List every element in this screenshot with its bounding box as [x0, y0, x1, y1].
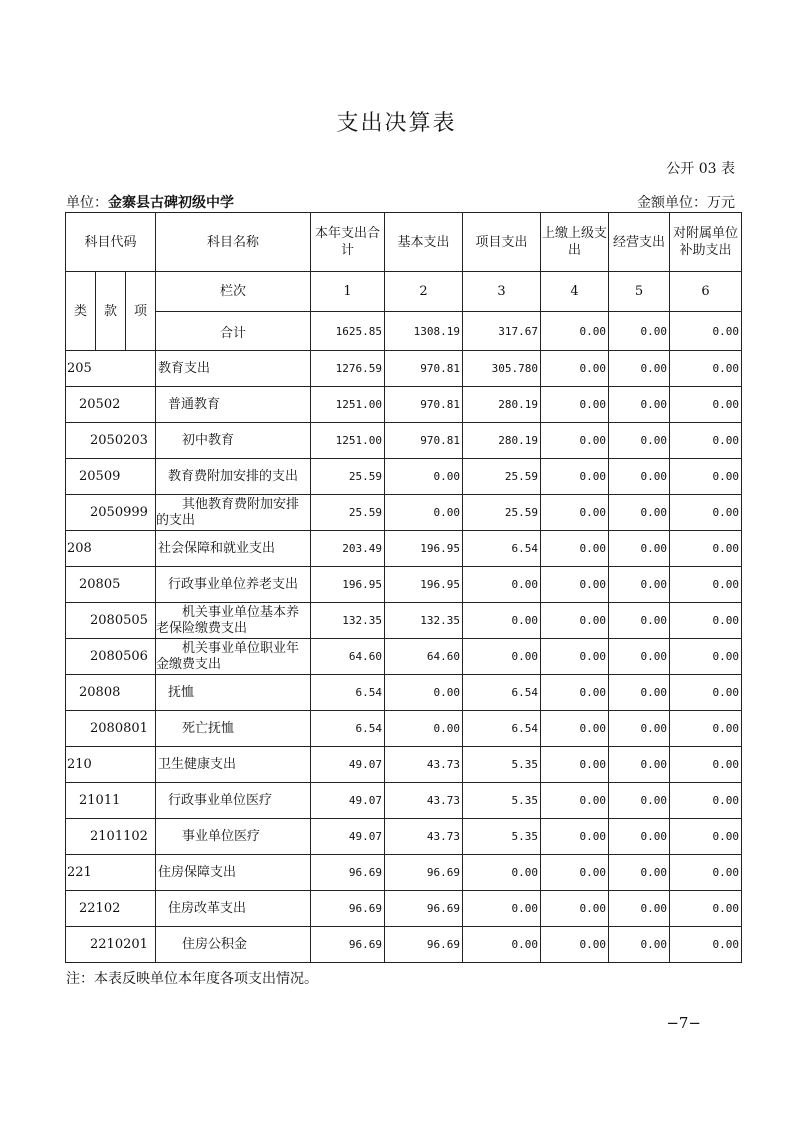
row-value-6: 0.00: [670, 639, 742, 675]
row-value-4: 0.00: [541, 711, 609, 747]
row-value-4: 0.00: [541, 855, 609, 891]
row-value-2: 96.69: [385, 855, 463, 891]
row-value-5: 0.00: [609, 711, 670, 747]
row-value-5: 0.00: [609, 423, 670, 459]
row-value-4: 0.00: [541, 783, 609, 819]
row-name: 机关事业单位基本养老保险缴费支出: [156, 603, 311, 639]
row-value-4: 0.00: [541, 423, 609, 459]
row-value-6: 0.00: [670, 711, 742, 747]
row-value-4: 0.00: [541, 891, 609, 927]
row-value-6: 0.00: [670, 423, 742, 459]
total-value-1: 1625.85: [311, 312, 385, 351]
header-name: 科目名称: [156, 213, 311, 272]
row-value-1: 25.59: [311, 459, 385, 495]
row-code: 208: [66, 531, 156, 567]
row-value-5: 0.00: [609, 531, 670, 567]
header-xiang: 项: [126, 272, 156, 351]
row-value-3: 6.54: [463, 675, 541, 711]
row-value-6: 0.00: [670, 783, 742, 819]
row-value-1: 1251.00: [311, 387, 385, 423]
table-row: [66, 531, 742, 567]
header-col-6: 对附属单位补助支出: [670, 213, 742, 272]
header-lei: 类: [66, 272, 96, 351]
row-name: 普通教育: [156, 387, 311, 423]
col-number-2: 2: [385, 272, 463, 312]
col-number-4: 4: [541, 272, 609, 312]
row-value-1: 1251.00: [311, 423, 385, 459]
table-row: [66, 639, 742, 675]
row-value-2: 0.00: [385, 459, 463, 495]
table-row: [66, 495, 742, 531]
row-code: 2210201: [66, 927, 156, 963]
unit-label: 单位：: [66, 195, 108, 211]
row-value-6: 0.00: [670, 855, 742, 891]
row-name: 行政事业单位医疗: [156, 783, 311, 819]
unit-name: 金寨县古碑初级中学: [108, 195, 234, 211]
row-value-5: 0.00: [609, 459, 670, 495]
row-value-3: 6.54: [463, 531, 541, 567]
row-value-3: 305.780: [463, 351, 541, 387]
row-value-3: 25.59: [463, 495, 541, 531]
table-row: [66, 387, 742, 423]
row-value-4: 0.00: [541, 603, 609, 639]
row-value-2: 43.73: [385, 783, 463, 819]
total-value-6: 0.00: [670, 312, 742, 351]
row-name: 其他教育费附加安排的支出: [156, 495, 311, 531]
row-value-6: 0.00: [670, 603, 742, 639]
row-value-5: 0.00: [609, 927, 670, 963]
row-value-3: 5.35: [463, 783, 541, 819]
page-number: −7−: [666, 1014, 701, 1032]
table-row: [66, 747, 742, 783]
row-value-6: 0.00: [670, 351, 742, 387]
row-value-4: 0.00: [541, 567, 609, 603]
row-value-1: 1276.59: [311, 351, 385, 387]
header-col-1: 本年支出合计: [311, 213, 385, 272]
row-name: 初中教育: [156, 423, 311, 459]
row-name: 卫生健康支出: [156, 747, 311, 783]
row-code: 20808: [66, 675, 156, 711]
table-row: [66, 855, 742, 891]
row-value-4: 0.00: [541, 927, 609, 963]
table-row: [66, 423, 742, 459]
row-value-3: 0.00: [463, 891, 541, 927]
row-code: 20509: [66, 459, 156, 495]
row-value-2: 196.95: [385, 567, 463, 603]
row-value-6: 0.00: [670, 531, 742, 567]
table-row: [66, 459, 742, 495]
row-value-5: 0.00: [609, 783, 670, 819]
table-row: [66, 351, 742, 387]
row-name: 教育费附加安排的支出: [156, 459, 311, 495]
row-value-3: 0.00: [463, 603, 541, 639]
row-value-1: 64.60: [311, 639, 385, 675]
row-value-4: 0.00: [541, 531, 609, 567]
col-number-5: 5: [609, 272, 670, 312]
row-value-2: 43.73: [385, 819, 463, 855]
table-row: [66, 675, 742, 711]
row-value-5: 0.00: [609, 351, 670, 387]
row-value-1: 49.07: [311, 819, 385, 855]
row-code: 2080506: [66, 639, 156, 675]
row-code: 210: [66, 747, 156, 783]
table-row: [66, 891, 742, 927]
row-value-3: 25.59: [463, 459, 541, 495]
row-code: 20502: [66, 387, 156, 423]
col-number-1: 1: [311, 272, 385, 312]
row-value-6: 0.00: [670, 387, 742, 423]
table-body: [66, 351, 742, 963]
row-name: 死亡抚恤: [156, 711, 311, 747]
row-value-3: 0.00: [463, 639, 541, 675]
table-row: [66, 927, 742, 963]
row-value-5: 0.00: [609, 639, 670, 675]
row-value-1: 203.49: [311, 531, 385, 567]
row-value-6: 0.00: [670, 927, 742, 963]
unit-line: [66, 192, 234, 212]
row-value-6: 0.00: [670, 819, 742, 855]
row-value-4: 0.00: [541, 387, 609, 423]
row-name: 事业单位医疗: [156, 819, 311, 855]
row-value-1: 49.07: [311, 783, 385, 819]
row-value-2: 970.81: [385, 351, 463, 387]
row-value-5: 0.00: [609, 891, 670, 927]
row-value-2: 0.00: [385, 675, 463, 711]
table-row: [66, 783, 742, 819]
row-name: 社会保障和就业支出: [156, 531, 311, 567]
row-value-2: 64.60: [385, 639, 463, 675]
row-code: 20805: [66, 567, 156, 603]
row-value-3: 0.00: [463, 927, 541, 963]
table-row: [66, 819, 742, 855]
row-name: 机关事业单位职业年金缴费支出: [156, 639, 311, 675]
column-number-row: [66, 272, 742, 312]
row-value-3: 0.00: [463, 567, 541, 603]
row-code: 21011: [66, 783, 156, 819]
total-value-3: 317.67: [463, 312, 541, 351]
header-col-2: 基本支出: [385, 213, 463, 272]
total-value-5: 0.00: [609, 312, 670, 351]
row-value-2: 96.69: [385, 927, 463, 963]
total-row: [66, 312, 742, 351]
row-value-1: 25.59: [311, 495, 385, 531]
total-value-2: 1308.19: [385, 312, 463, 351]
row-value-1: 96.69: [311, 927, 385, 963]
row-name: 教育支出: [156, 351, 311, 387]
header-col-5: 经营支出: [609, 213, 670, 272]
row-value-5: 0.00: [609, 819, 670, 855]
row-value-1: 49.07: [311, 747, 385, 783]
row-value-4: 0.00: [541, 459, 609, 495]
row-name: 抚恤: [156, 675, 311, 711]
table-row: [66, 567, 742, 603]
header-lanci: 栏次: [156, 272, 311, 312]
row-code: 22102: [66, 891, 156, 927]
row-value-5: 0.00: [609, 675, 670, 711]
header-col-4: 上缴上级支出: [541, 213, 609, 272]
row-value-4: 0.00: [541, 639, 609, 675]
row-code: 2050203: [66, 423, 156, 459]
expenditure-table: [65, 212, 742, 963]
table-row: [66, 603, 742, 639]
row-value-6: 0.00: [670, 675, 742, 711]
row-value-3: 6.54: [463, 711, 541, 747]
col-number-6: 6: [670, 272, 742, 312]
row-value-3: 5.35: [463, 747, 541, 783]
row-value-6: 0.00: [670, 747, 742, 783]
row-value-1: 96.69: [311, 891, 385, 927]
row-value-1: 6.54: [311, 711, 385, 747]
header-kuan: 款: [96, 272, 126, 351]
header-row: [66, 213, 742, 272]
row-value-2: 96.69: [385, 891, 463, 927]
row-value-4: 0.00: [541, 747, 609, 783]
table-row: [66, 711, 742, 747]
row-value-5: 0.00: [609, 603, 670, 639]
row-value-6: 0.00: [670, 891, 742, 927]
row-value-3: 0.00: [463, 855, 541, 891]
row-value-6: 0.00: [670, 567, 742, 603]
row-value-5: 0.00: [609, 747, 670, 783]
row-code: 221: [66, 855, 156, 891]
row-value-4: 0.00: [541, 495, 609, 531]
row-code: 2080801: [66, 711, 156, 747]
row-code: 2050999: [66, 495, 156, 531]
row-value-5: 0.00: [609, 567, 670, 603]
row-value-2: 0.00: [385, 495, 463, 531]
row-name: 住房保障支出: [156, 855, 311, 891]
row-value-1: 96.69: [311, 855, 385, 891]
header-col-3: 项目支出: [463, 213, 541, 272]
row-value-3: 5.35: [463, 819, 541, 855]
row-code: 2101102: [66, 819, 156, 855]
row-value-1: 132.35: [311, 603, 385, 639]
row-code: 2080505: [66, 603, 156, 639]
col-number-3: 3: [463, 272, 541, 312]
row-value-3: 280.19: [463, 387, 541, 423]
total-label: 合计: [156, 312, 311, 351]
footnote: 注：本表反映单位本年度各项支出情况。: [66, 971, 318, 987]
total-value-4: 0.00: [541, 312, 609, 351]
row-value-2: 0.00: [385, 711, 463, 747]
row-value-3: 280.19: [463, 423, 541, 459]
row-value-6: 0.00: [670, 459, 742, 495]
row-value-2: 196.95: [385, 531, 463, 567]
row-value-2: 43.73: [385, 747, 463, 783]
row-name: 住房公积金: [156, 927, 311, 963]
row-value-4: 0.00: [541, 819, 609, 855]
row-code: 205: [66, 351, 156, 387]
row-value-2: 970.81: [385, 423, 463, 459]
row-value-4: 0.00: [541, 675, 609, 711]
form-code: 公开 03 表: [666, 161, 735, 177]
row-name: 住房改革支出: [156, 891, 311, 927]
money-unit: 金额单位：万元: [637, 195, 735, 211]
row-value-4: 0.00: [541, 351, 609, 387]
row-value-5: 0.00: [609, 495, 670, 531]
row-value-6: 0.00: [670, 495, 742, 531]
header-code: 科目代码: [66, 213, 156, 272]
row-value-5: 0.00: [609, 387, 670, 423]
row-value-1: 6.54: [311, 675, 385, 711]
row-name: 行政事业单位养老支出: [156, 567, 311, 603]
row-value-2: 132.35: [385, 603, 463, 639]
row-value-2: 970.81: [385, 387, 463, 423]
document-title: 支出决算表: [336, 111, 457, 136]
row-value-5: 0.00: [609, 855, 670, 891]
row-value-1: 196.95: [311, 567, 385, 603]
